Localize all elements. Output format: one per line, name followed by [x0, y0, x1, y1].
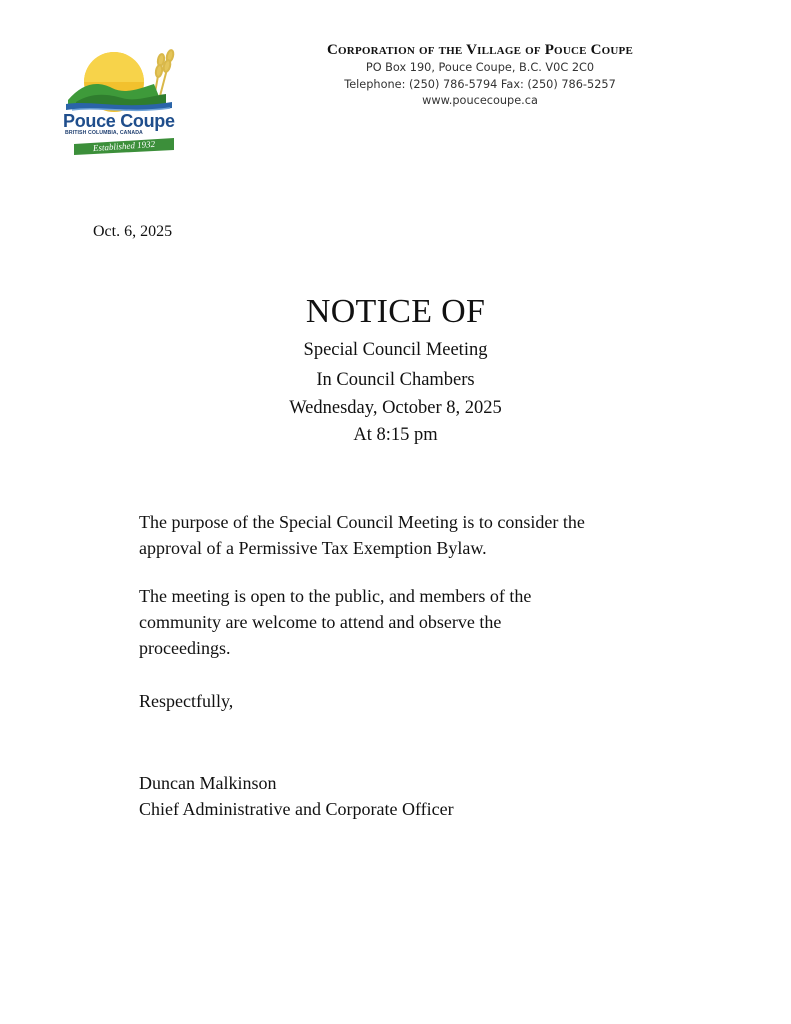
logo-name: Pouce Coupe — [63, 111, 175, 131]
meeting-location: In Council Chambers — [316, 370, 475, 390]
signature-block — [139, 770, 454, 822]
signatory-name: Duncan Malkinson — [139, 773, 277, 793]
letterhead — [230, 42, 730, 110]
logo-emblem-icon — [62, 44, 190, 114]
closing: Respectfully, — [139, 691, 234, 711]
meeting-type: Special Council Meeting — [303, 340, 488, 360]
public-paragraph — [139, 583, 531, 661]
organization-name: Corporation of the Village of Pouce Coupe — [327, 42, 633, 58]
logo-established: Established 1932 — [92, 138, 156, 154]
meeting-date: Wednesday, October 8, 2025 — [289, 398, 502, 418]
meeting-time: At 8:15 pm — [353, 425, 438, 445]
purpose-paragraph — [139, 509, 585, 561]
signatory-title: Chief Administrative and Corporate Officer — [139, 799, 454, 819]
phone-fax: Telephone: (250) 786-5794 Fax: (250) 786-5257 — [344, 77, 616, 91]
notice-title: NOTICE OF — [305, 293, 486, 330]
purpose-line-1: The purpose of the Special Council Meeting is to consider the — [139, 512, 585, 532]
website: www.poucecoupe.ca — [422, 94, 538, 107]
public-line-2: community are welcome to attend and observe the — [139, 612, 502, 632]
address: PO Box 190, Pouce Coupe, B.C. V0C 2C0 — [365, 61, 595, 74]
public-line-1: The meeting is open to the public, and members of the — [139, 586, 532, 606]
purpose-line-2: approval of a Permissive Tax Exemption Bylaw. — [139, 538, 487, 558]
letter-date: Oct. 6, 2025 — [93, 223, 173, 240]
village-logo — [62, 44, 190, 162]
logo-subtitle: BRITISH COLUMBIA, CANADA — [65, 130, 143, 136]
public-line-3: proceedings. — [139, 638, 231, 658]
